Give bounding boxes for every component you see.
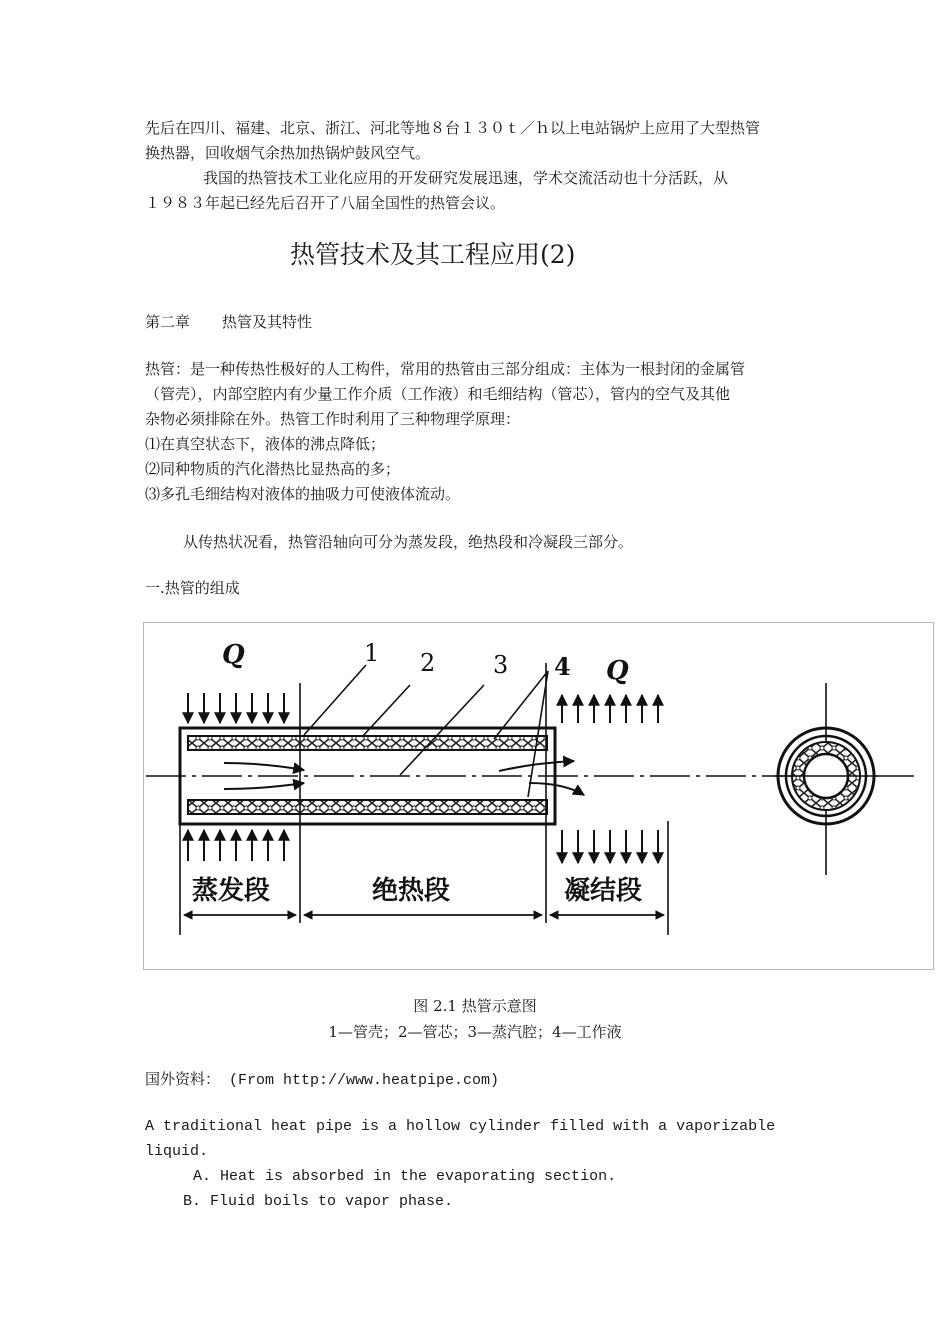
definition-line-1: 热管：是一种传热性极好的人工构件，常用的热管由三部分组成：主体为一根封闭的金属管 bbox=[145, 360, 746, 378]
english-item-b: B. Fluid boils to vapor phase. bbox=[183, 1193, 454, 1210]
label-4: 4 bbox=[554, 652, 571, 681]
sections-paragraph: 从传热状况看，热管沿轴向可分为蒸发段，绝热段和冷凝段三部分。 bbox=[183, 533, 634, 551]
figure-legend: 1—管壳；2—管芯；3—蒸汽腔；4—工作液 bbox=[328, 1023, 622, 1041]
wick-top bbox=[188, 736, 547, 750]
q-right-label: Q bbox=[606, 656, 629, 686]
intro-line-3: 我国的热管技术工业化应用的开发研究发展迅速，学术交流活动也十分活跃，从 bbox=[203, 169, 729, 187]
q-left-label: Q bbox=[222, 640, 245, 670]
source-link: (From http://www.heatpipe.com) bbox=[220, 1072, 500, 1089]
source-label: 国外资料： bbox=[145, 1070, 221, 1088]
chapter-name: 热管及其特性 bbox=[222, 313, 313, 331]
label-2: 2 bbox=[420, 649, 436, 677]
figure-caption: 图 2.1 热管示意图 bbox=[413, 997, 537, 1015]
segment-evaporator: 蒸发段 bbox=[192, 876, 271, 906]
heat-output-arrows bbox=[562, 695, 658, 863]
principle-2: ⑵同种物质的汽化潜热比显热高的多； bbox=[145, 460, 401, 478]
english-line-2: liquid. bbox=[145, 1143, 209, 1160]
source-line bbox=[145, 1067, 499, 1093]
heat-input-arrows bbox=[188, 693, 284, 861]
label-1: 1 bbox=[364, 639, 380, 667]
label-leaders bbox=[304, 665, 548, 797]
definition-line-2: （管壳），内部空腔内有少量工作介质（工作液）和毛细结构（管芯），管内的空气及其他 bbox=[145, 385, 731, 403]
chapter-number: 第二章 bbox=[145, 313, 191, 331]
subheading-composition: 一.热管的组成 bbox=[145, 579, 240, 597]
heat-pipe-diagram bbox=[144, 623, 933, 969]
segment-adiabatic: 绝热段 bbox=[372, 876, 451, 906]
intro-line-1: 先后在四川、福建、北京、浙江、河北等地８台１３０ｔ／ｈ以上电站锅炉上应用了大型热管 bbox=[145, 119, 761, 137]
cross-section bbox=[774, 683, 878, 875]
page-title: 热管技术及其工程应用(2) bbox=[290, 240, 576, 269]
principle-3: ⑶多孔毛细结构对液体的抽吸力可使液体流动。 bbox=[145, 485, 461, 503]
intro-line-2: 换热器，回收烟气余热加热锅炉鼓风空气。 bbox=[145, 144, 431, 162]
segment-condenser: 凝结段 bbox=[564, 876, 643, 906]
english-item-a: A. Heat is absorbed in the evaporating section. bbox=[193, 1168, 617, 1185]
wick-bottom bbox=[188, 800, 547, 814]
vapor-flow-arrows bbox=[224, 761, 584, 795]
label-3: 3 bbox=[493, 651, 509, 679]
intro-line-4: １９８３年起已经先后召开了八届全国性的热管会议。 bbox=[145, 194, 506, 212]
heat-pipe-figure bbox=[143, 622, 934, 970]
definition-line-3: 杂物必须排除在外。热管工作时利用了三种物理学原理： bbox=[145, 410, 521, 428]
principle-1: ⑴在真空状态下，液体的沸点降低； bbox=[145, 435, 386, 453]
english-line-1: A traditional heat pipe is a hollow cylinder filled with a vaporizable bbox=[145, 1118, 776, 1135]
chapter-heading bbox=[145, 310, 312, 335]
